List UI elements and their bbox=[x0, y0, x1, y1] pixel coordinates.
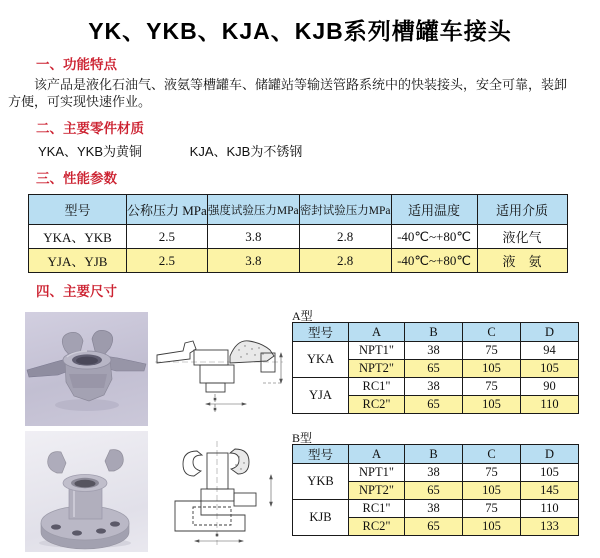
header-cell: 型号 bbox=[293, 445, 349, 464]
table-cell: 75 bbox=[463, 464, 521, 482]
table-cell: -40℃~+80℃ bbox=[391, 225, 477, 249]
table-cell: RC2" bbox=[349, 518, 405, 536]
header-cell: 强度试验压力MPa bbox=[207, 195, 299, 225]
table-cell: YKA、YKB bbox=[29, 225, 127, 249]
table-cell: RC2" bbox=[349, 396, 405, 414]
table-cell: 105 bbox=[463, 482, 521, 500]
camlock-coupling-photo bbox=[25, 312, 148, 426]
header-cell: 适用介质 bbox=[477, 195, 567, 225]
table-cell: 2.5 bbox=[127, 249, 208, 273]
model-cell: KJB bbox=[293, 500, 349, 536]
performance-table bbox=[28, 194, 568, 273]
table-row bbox=[293, 464, 579, 482]
table-cell: 液化气 bbox=[477, 225, 567, 249]
dimensions-area bbox=[0, 302, 600, 558]
table-cell: 110 bbox=[521, 500, 579, 518]
model-cell: YJA bbox=[293, 378, 349, 414]
header-cell: 型号 bbox=[29, 195, 127, 225]
dim-a-header-row bbox=[293, 323, 579, 342]
flanged-coupling-photo bbox=[25, 431, 148, 552]
table-cell: 38 bbox=[405, 500, 463, 518]
header-cell: B bbox=[405, 323, 463, 342]
header-cell: A bbox=[349, 323, 405, 342]
table-row bbox=[293, 500, 579, 518]
table-cell: 105 bbox=[521, 464, 579, 482]
header-cell: 密封试验压力MPa bbox=[299, 195, 391, 225]
table-cell: 65 bbox=[405, 396, 463, 414]
table-cell: YJA、YJB bbox=[29, 249, 127, 273]
model-cell: YKB bbox=[293, 464, 349, 500]
header-cell: D bbox=[521, 445, 579, 464]
header-cell: C bbox=[463, 323, 521, 342]
table-cell: RC1" bbox=[349, 500, 405, 518]
type-a-section-drawing bbox=[151, 312, 289, 426]
table-cell: 38 bbox=[405, 342, 463, 360]
table-cell: 2.8 bbox=[299, 225, 391, 249]
table-row bbox=[293, 342, 579, 360]
table-cell: 65 bbox=[405, 518, 463, 536]
table-cell: 75 bbox=[463, 500, 521, 518]
performance-header-row bbox=[29, 195, 568, 225]
table-row bbox=[29, 249, 568, 273]
table-row bbox=[293, 378, 579, 396]
type-b-section-drawing bbox=[151, 435, 289, 552]
model-cell: YKA bbox=[293, 342, 349, 378]
table-cell: 105 bbox=[521, 360, 579, 378]
type-a-section-drawing bbox=[151, 312, 289, 426]
table-cell: NPT2" bbox=[349, 482, 405, 500]
table-cell: 3.8 bbox=[207, 225, 299, 249]
header-cell: A bbox=[349, 445, 405, 464]
table-cell: 75 bbox=[463, 378, 521, 396]
table-row bbox=[29, 225, 568, 249]
table-cell: 65 bbox=[405, 360, 463, 378]
header-cell: 型号 bbox=[293, 323, 349, 342]
table-cell: -40℃~+80℃ bbox=[391, 249, 477, 273]
type-a-dimension-table bbox=[292, 322, 579, 414]
header-cell: C bbox=[463, 445, 521, 464]
page-title: YK、YKB、KJA、KJB系列槽罐车接头 bbox=[88, 18, 512, 44]
materials-line bbox=[38, 141, 600, 160]
table-cell: NPT1" bbox=[349, 464, 405, 482]
table-cell: 液 氨 bbox=[477, 249, 567, 273]
table-cell: NPT2" bbox=[349, 360, 405, 378]
table-cell: 2.5 bbox=[127, 225, 208, 249]
type-b-dimension-table bbox=[292, 444, 579, 536]
table-cell: 75 bbox=[463, 342, 521, 360]
table-cell: RC1" bbox=[349, 378, 405, 396]
type-b-section-drawing bbox=[151, 435, 289, 552]
table-cell: 38 bbox=[405, 464, 463, 482]
features-paragraph: 该产品是液化石油气、液氨等槽罐车、储罐站等输送管路系统中的快装接头，安全可靠，装卸方便，可实现快速作业。 bbox=[8, 77, 568, 109]
camlock-coupling-photo bbox=[25, 312, 148, 426]
materials-brass: YKA、YKB为黄铜 bbox=[38, 144, 143, 159]
table-cell: 2.8 bbox=[299, 249, 391, 273]
section-heading-performance: 三、性能参数 bbox=[36, 171, 117, 186]
table-cell: 133 bbox=[521, 518, 579, 536]
type-a-label: A型 bbox=[292, 309, 313, 323]
table-cell: 105 bbox=[463, 360, 521, 378]
table-cell: 110 bbox=[521, 396, 579, 414]
flanged-coupling-photo bbox=[25, 431, 148, 552]
section-heading-dimensions: 四、主要尺寸 bbox=[36, 284, 117, 299]
table-cell: 94 bbox=[521, 342, 579, 360]
table-cell: 65 bbox=[405, 482, 463, 500]
table-cell: 105 bbox=[463, 396, 521, 414]
table-cell: 105 bbox=[463, 518, 521, 536]
table-cell: 38 bbox=[405, 378, 463, 396]
header-cell: D bbox=[521, 323, 579, 342]
section-heading-features: 一、功能特点 bbox=[36, 57, 117, 72]
table-cell: 90 bbox=[521, 378, 579, 396]
materials-stainless: KJA、KJB为不锈钢 bbox=[189, 144, 303, 159]
section-heading-materials: 二、主要零件材质 bbox=[36, 121, 144, 136]
type-b-label: B型 bbox=[292, 431, 313, 445]
table-cell: 145 bbox=[521, 482, 579, 500]
header-cell: 公称压力 MPa bbox=[127, 195, 208, 225]
table-cell: NPT1" bbox=[349, 342, 405, 360]
header-cell: 适用温度 bbox=[391, 195, 477, 225]
header-cell: B bbox=[405, 445, 463, 464]
dim-b-header-row bbox=[293, 445, 579, 464]
table-cell: 3.8 bbox=[207, 249, 299, 273]
